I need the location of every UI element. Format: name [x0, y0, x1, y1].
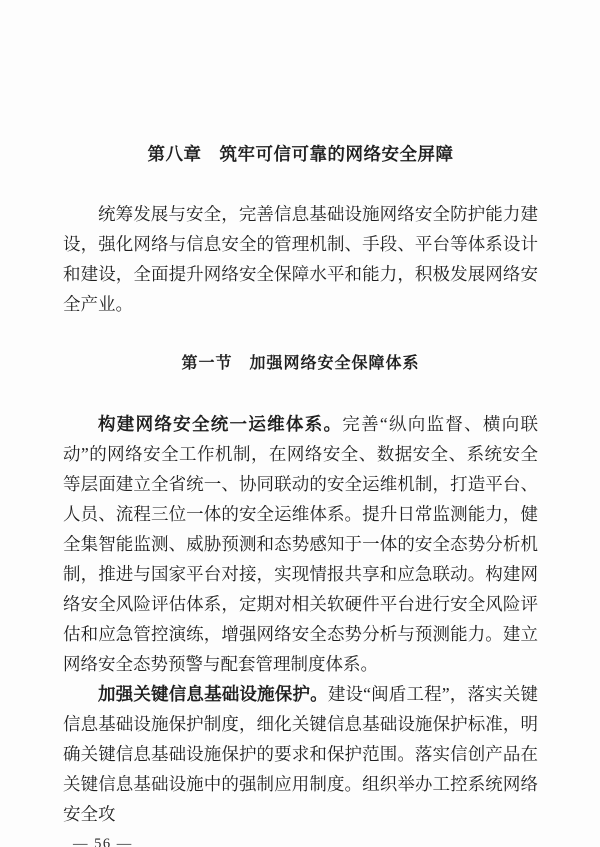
paragraph-1-body: 完善“纵向监督、横向联动”的网络安全工作机制，在网络安全、数据安全、系统安全等层面建立全省统一、协同联动的安全运维机制，打造平台、人员、流程三位一体的安全运维体系。提升日常监测能力，健全集智能监测、威胁预测和态势感知于一体的安全态势分析机制，推进与国家平台对接，实现情报共享和应急联动。构建网络安全风险评估体系，定期对相关软硬件平台进行安全风险评估和应急管控演练，增强网络安全态势分析与预测能力。建立网络安全态势预警与配套管理制度体系。: [63, 414, 538, 674]
paragraph-2-body: 建设“闽盾工程”，落实关键信息基础设施保护制度，细化关键信息基础设施保护标准，明确关键信息基础设施保护的要求和保护范围。落实信创产品在关键信息基础设施中的强制应用制度。组织举办工控系统网络安全攻: [63, 684, 538, 824]
paragraph-2-lead: 加强关键信息基础设施保护。: [98, 684, 328, 704]
page-number: — 56 —: [73, 836, 133, 847]
body-paragraph-2: [63, 679, 538, 829]
paragraph-1-lead: 构建网络安全统一运维体系。: [98, 414, 343, 434]
body-paragraph-1: [63, 409, 538, 679]
section-title: 第一节 加强网络安全保障体系: [181, 355, 420, 372]
intro-paragraph: 统筹发展与安全，完善信息基础设施网络安全防护能力建设，强化网络与信息安全的管理机制、手段、平台等体系设计和建设，全面提升网络安全保障水平和能力，积极发展网络安全产业。: [63, 204, 538, 314]
chapter-title: 第八章 筑牢可信可靠的网络安全屏障: [147, 144, 454, 164]
